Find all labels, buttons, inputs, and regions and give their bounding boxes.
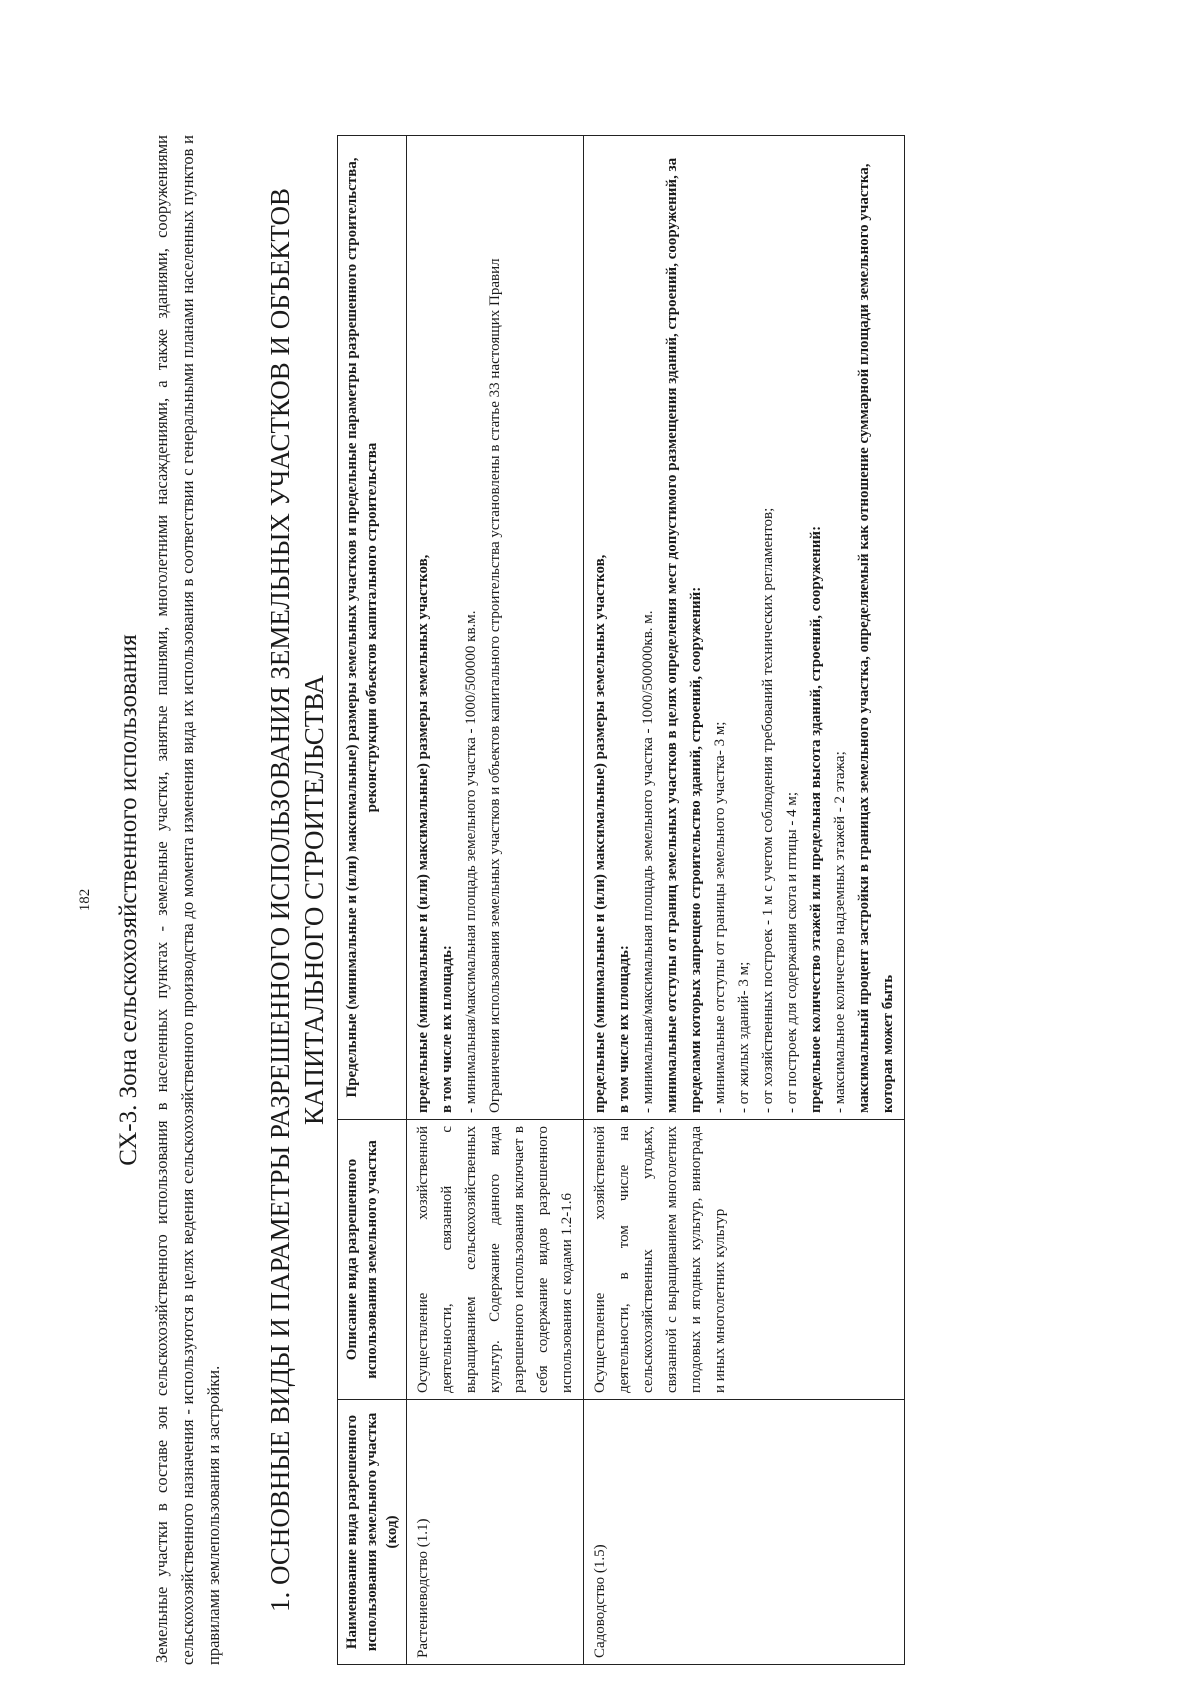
row-description: Осуществление хозяйственной деятельности, связанной с выращиванием сельскохозяйственных культур. Содержание данного вида разрешенного использования включает в себя содержание видов разрешенного использования с кодами 1.2-1.6 xyxy=(407,1120,584,1400)
param-line: - максимальное количество надземных этажей - 2 этажа; xyxy=(832,751,848,1113)
param-line: предельное количество этажей или предельная высота зданий, строений, сооружений: xyxy=(808,525,824,1113)
table-row xyxy=(584,136,905,1665)
intro-paragraph: Земельные участки в составе зон сельскохозяйственного использования в населенных пунктах - земельные участки, занятые пашнями, многолетними насаждениями, а также зданиями, сооружениями сельскохозяйственного назначения - используются в целях ведения сельскохозяйственного производства до момента изменения вида их использования в соответствии с генеральными планами населенных пунктов и правилами землепользования и застройки. xyxy=(152,135,223,1665)
param-line: - минимальные отступы от границы земельного участка- 3 м; xyxy=(712,721,728,1113)
param-line: - от хозяйственных построек - 1 м с учетом соблюдения требований технических регламентов; xyxy=(760,507,776,1113)
param-line: в том числе их площадь: xyxy=(616,945,632,1113)
param-line: в том числе их площадь: xyxy=(439,945,455,1113)
param-line: - от построек для содержания скота и птицы - 4 м; xyxy=(784,791,800,1113)
header-name: Наименование вида разрешенного использования земельного участка (код) xyxy=(338,1400,407,1665)
table-row xyxy=(407,136,584,1665)
param-line: максимальный процент застройки в границах земельного участка, определяемый как отношение суммарной площади земельного участка, которая может быть xyxy=(856,163,896,1113)
zone-title: СХ-3. Зона сельскохозяйственного использования xyxy=(115,634,142,1166)
param-line: минимальные отступы от границ земельных участков в целях определения мест допустимого размещения зданий, строений, сооружений, за пределами которых запрещено строительство зданий, строений, сооружений: xyxy=(664,157,704,1113)
row-name: Растениеводство (1.1) xyxy=(407,1400,584,1665)
param-line: - от жилых зданий- 3 м; xyxy=(736,961,752,1113)
page-number: 182 xyxy=(77,888,93,912)
rotated-page xyxy=(75,135,1135,1665)
section-title: 1. ОСНОВНЫЕ ВИДЫ И ПАРАМЕТРЫ РАЗРЕШЕННОГО ИСПОЛЬЗОВАНИЯ ЗЕМЕЛЬНЫХ УЧАСТКОВ И ОБЪЕКТОВ КАПИТАЛЬНОГО СТРОИТЕЛЬСТВА xyxy=(265,188,329,1612)
row-description: Осуществление хозяйственной деятельности, в том числе на сельскохозяйственных угодьях, связанной с выращиванием многолетних плодовых и ягодных культур, винограда и иных многолетних культур xyxy=(584,1120,905,1400)
header-description: Описание вида разрешенного использования земельного участка xyxy=(338,1120,407,1400)
row-params xyxy=(584,136,905,1120)
table-header-row xyxy=(338,136,407,1665)
param-line: предельные (минимальные и (или) максимальные) размеры земельных участков, xyxy=(415,554,431,1113)
row-name: Садоводство (1.5) xyxy=(584,1400,905,1665)
header-params: Предельные (минимальные и (или) максимальные) размеры земельных участков и предельные параметры разрешенного строительства, реконструкции объектов капитального строительства xyxy=(338,136,407,1120)
param-line: - минимальная/максимальная площадь земельного участка - 1000/500000кв. м. xyxy=(640,610,656,1113)
row-params xyxy=(407,136,584,1120)
param-line: Ограничения использования земельных участков и объектов капитального строительства установлены в статье 33 настоящих Правил xyxy=(487,258,503,1113)
param-line: - минимальная/максимальная площадь земельного участка - 1000/500000 кв.м. xyxy=(463,610,479,1113)
param-line: предельные (минимальные и (или) максимальные) размеры земельных участков, xyxy=(592,554,608,1113)
land-use-table xyxy=(337,135,905,1665)
